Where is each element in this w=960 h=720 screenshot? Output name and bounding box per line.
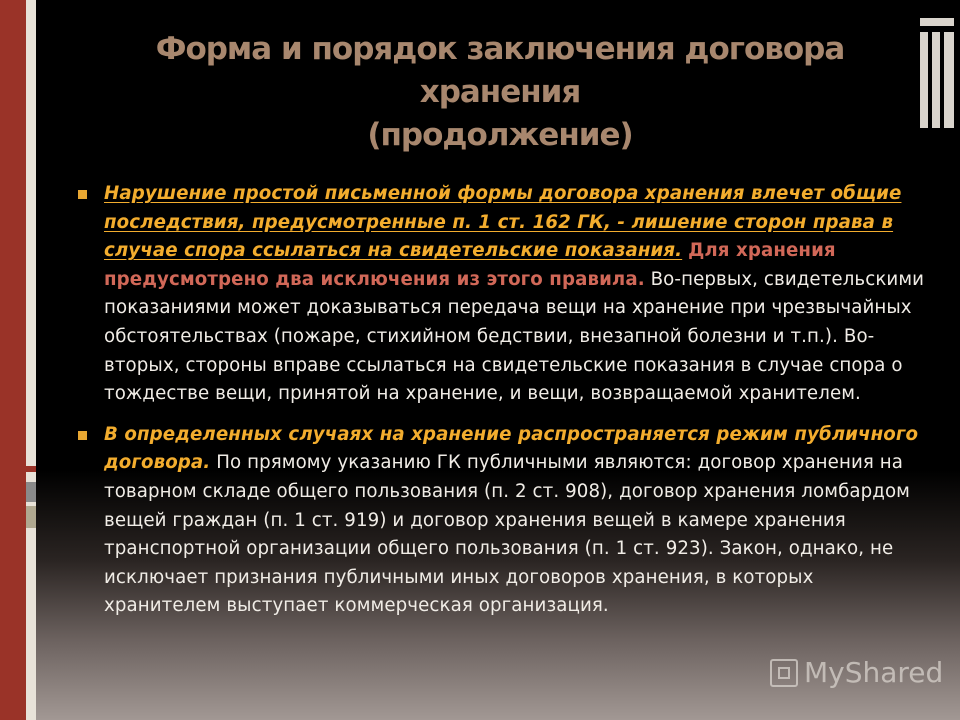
watermark — [770, 656, 943, 689]
slide-title — [60, 28, 940, 157]
bullet-body-text: По прямому указанию ГК публичными являются: договор хранения на товарном складе общего пользования (п. 2 ст. 908), договор хранения ломбардом вещей граждан (п. 1 ст. 919) и договор хранения вещей в камере хранения транспортной организации общего пользования (п. 1 ст. 923). Закон, однако, не исключает признания публичными иных договоров хранения, в которых хранителем выступает коммерческая организация. — [104, 452, 910, 617]
watermark-logo-icon — [770, 659, 798, 687]
bullet-marker-icon — [78, 431, 87, 440]
bullet-marker-icon — [78, 190, 87, 199]
left-decor-strip — [0, 0, 26, 720]
bullet-highlight-text: Нарушение простой письменной формы договора хранения влечет общие последствия, предусмотренные п. 1 ст. 162 ГК, - лишение сторон права в случае спора ссылаться на свидетельские показания. — [104, 183, 902, 262]
title-line: хранения — [419, 74, 581, 110]
left-decor-mark — [26, 506, 36, 528]
bullet-body-text: Во-первых, свидетельскими показаниями может доказываться передача вещи на хранение при чрезвычайных обстоятельствах (пожаре, стихийном бедствии, внезапной болезни и т.п.). Во-вторых, стороны вправе ссылаться на свидетельские показания в случае спора о тождестве вещи, принятой на хранение, и вещи, возвращаемой хранителем. — [104, 268, 925, 405]
slide-content — [78, 180, 928, 633]
left-decor-strip-light — [26, 0, 36, 720]
title-line: Форма и порядок заключения договора — [155, 31, 845, 67]
left-decor-mark — [26, 482, 36, 502]
bullet-red-text: Для хранения предусмотрено два исключения из этого правила. — [104, 240, 836, 290]
title-line: (продолжение) — [367, 117, 633, 153]
bullet-item — [78, 180, 928, 409]
watermark-text: MyShared — [804, 656, 944, 689]
bullet-highlight-text: В определенных случаях на хранение распространяется режим публичного договора. — [104, 423, 919, 474]
bullet-item — [78, 421, 928, 621]
left-decor-mark — [26, 466, 36, 472]
